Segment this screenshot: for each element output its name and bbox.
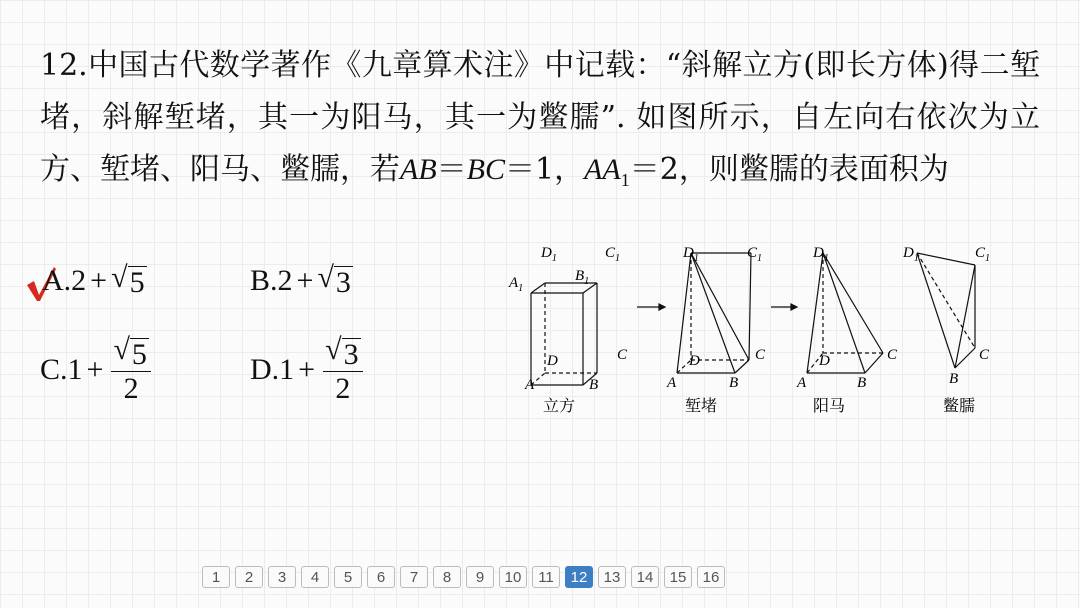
solid-figures-diagram bbox=[505, 235, 1025, 425]
page-button-7[interactable]: 7 bbox=[400, 566, 428, 588]
option-b-sqrt: √ 3 bbox=[317, 261, 351, 300]
question-segment: AA bbox=[584, 153, 621, 186]
page-button-6[interactable]: 6 bbox=[367, 566, 395, 588]
svg-text:B: B bbox=[857, 375, 867, 391]
svg-text:D1: $D_1$ bbox=[541, 245, 557, 264]
svg-text:C: C bbox=[979, 347, 990, 363]
option-c-int: 1 bbox=[67, 353, 83, 386]
svg-text:C: C bbox=[887, 347, 898, 363]
option-c-fraction: √ 5 2 bbox=[111, 335, 150, 405]
option-d-op: + bbox=[298, 353, 316, 386]
option-c-op: + bbox=[86, 353, 104, 386]
option-a[interactable] bbox=[42, 257, 147, 305]
svg-text:阳马: 阳马 bbox=[813, 396, 846, 415]
svg-text:C: C bbox=[755, 347, 766, 363]
svg-text:B: B bbox=[729, 375, 739, 391]
option-a-sqrt: √ 5 bbox=[111, 261, 145, 300]
svg-text:B: B bbox=[589, 377, 599, 393]
option-a-op: + bbox=[90, 264, 108, 297]
svg-text:A: A bbox=[667, 375, 677, 391]
option-b-radicand: 3 bbox=[335, 266, 351, 300]
page-button-12[interactable]: 12 bbox=[565, 566, 593, 588]
question-segment: 中国古代数学著作《九章算术注》中记载：“斜解立方(即长方体)得二堑堵，斜解堑堵，其一为阳马，其一为鳖臑”. 如图所示，自左向右依次为立方、堑堵、阳马、鳖臑，若 bbox=[40, 48, 1040, 187]
page-button-8[interactable]: 8 bbox=[433, 566, 461, 588]
option-c-denominator: 2 bbox=[123, 371, 139, 405]
option-d-int: 1 bbox=[279, 353, 295, 386]
bienao-figure bbox=[917, 253, 975, 368]
svg-text:D: D bbox=[547, 353, 558, 369]
svg-text:C1: $C_1$ bbox=[747, 245, 763, 264]
svg-text:立方: 立方 bbox=[543, 396, 576, 415]
option-b-letter: B. bbox=[250, 264, 278, 297]
page-button-5[interactable]: 5 bbox=[334, 566, 362, 588]
page-button-1[interactable]: 1 bbox=[202, 566, 230, 588]
page-button-10[interactable]: 10 bbox=[499, 566, 527, 588]
question-text bbox=[40, 40, 1040, 206]
svg-text:A: A bbox=[797, 375, 807, 391]
option-d-radicand: 3 bbox=[343, 338, 359, 372]
page-button-15[interactable]: 15 bbox=[664, 566, 692, 588]
option-b[interactable] bbox=[250, 257, 353, 305]
svg-text:鳖臑: 鳖臑 bbox=[943, 396, 976, 415]
page-button-2[interactable]: 2 bbox=[235, 566, 263, 588]
question-segment: BC bbox=[466, 153, 505, 186]
option-c[interactable] bbox=[40, 335, 151, 405]
svg-text:C1: $C_1$ bbox=[975, 245, 991, 264]
option-d-letter: D. bbox=[250, 353, 280, 386]
option-c-letter: C. bbox=[40, 353, 68, 386]
question-segment: ＝2，则鳖臑的表面积为 bbox=[629, 152, 949, 187]
page-button-4[interactable]: 4 bbox=[301, 566, 329, 588]
pagination bbox=[202, 566, 725, 588]
question-segment: ＝ bbox=[436, 152, 467, 187]
svg-text:A: A bbox=[525, 377, 535, 393]
option-a-int: 2 bbox=[71, 264, 87, 297]
cube-figure bbox=[531, 283, 597, 385]
svg-text:堑堵: 堑堵 bbox=[685, 396, 718, 415]
svg-text:D1: $D_1$ bbox=[683, 245, 699, 264]
page-button-16[interactable]: 16 bbox=[697, 566, 725, 588]
svg-text:D: D bbox=[689, 353, 700, 369]
svg-text:B: B bbox=[949, 371, 959, 387]
option-c-radicand: 5 bbox=[131, 338, 147, 372]
svg-text:D1: $D_1$ bbox=[903, 245, 919, 264]
svg-text:A1: $A_1$ bbox=[509, 275, 524, 294]
option-b-int: 2 bbox=[277, 264, 293, 297]
question-segment: 1 bbox=[620, 170, 630, 190]
svg-text:C1: $C_1$ bbox=[605, 245, 621, 264]
page-button-3[interactable]: 3 bbox=[268, 566, 296, 588]
page-button-13[interactable]: 13 bbox=[598, 566, 626, 588]
option-d[interactable] bbox=[250, 335, 363, 405]
svg-text:B1: $B_1$ bbox=[575, 268, 590, 287]
option-a-radicand: 5 bbox=[129, 266, 145, 300]
option-d-denominator: 2 bbox=[335, 371, 351, 405]
question-number: 12. bbox=[40, 48, 88, 83]
question-segment: ＝1， bbox=[505, 152, 585, 187]
option-d-fraction: √ 3 2 bbox=[323, 335, 362, 405]
page-button-14[interactable]: 14 bbox=[631, 566, 659, 588]
question-segment: AB bbox=[400, 153, 437, 186]
svg-text:D: D bbox=[819, 353, 830, 369]
option-a-letter: A. bbox=[42, 264, 72, 297]
svg-text:D1: $D_1$ bbox=[813, 245, 829, 264]
option-b-op: + bbox=[296, 264, 314, 297]
page-button-11[interactable]: 11 bbox=[532, 566, 560, 588]
svg-text:C: C bbox=[617, 347, 628, 363]
page-button-9[interactable]: 9 bbox=[466, 566, 494, 588]
